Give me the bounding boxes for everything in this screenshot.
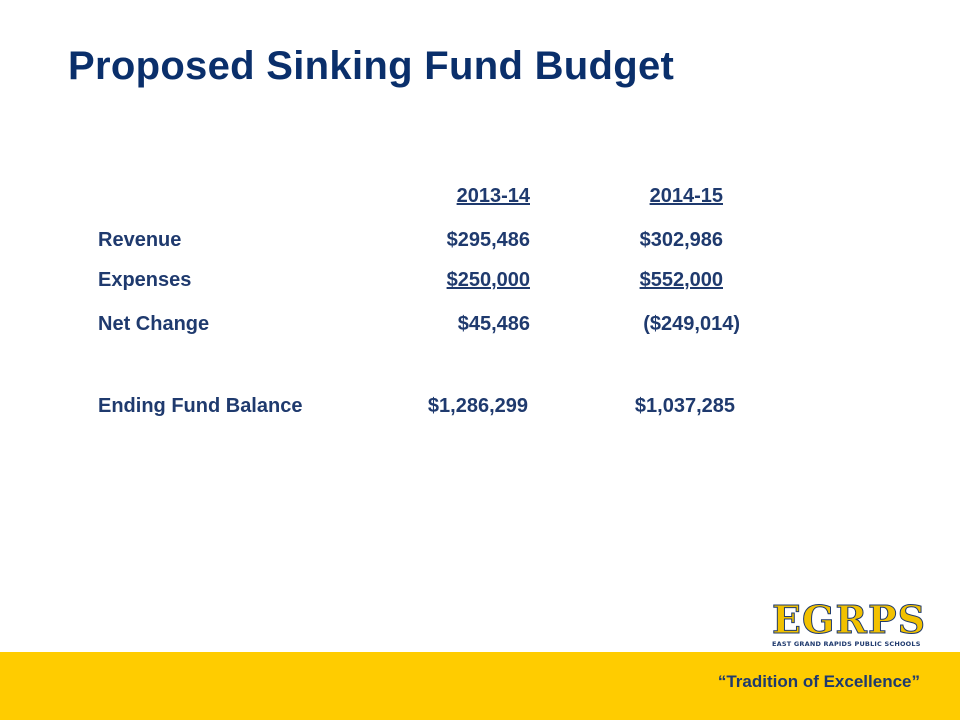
slide-title: Proposed Sinking Fund Budget (68, 44, 675, 88)
net-change-2013-14: $45,486 (457, 313, 530, 335)
egrps-logo (772, 597, 927, 648)
footer-tagline: “Tradition of Excellence” (717, 672, 920, 691)
row-label-net-change: Net Change (98, 313, 210, 335)
row-label-revenue: Revenue (98, 229, 182, 251)
logo-subtitle: EAST GRAND RAPIDS PUBLIC SCHOOLS (772, 640, 921, 648)
column-header-2013-14: 2013-14 (456, 185, 530, 207)
ending-balance-2013-14: $1,286,299 (427, 395, 528, 417)
footer-bar (0, 652, 960, 720)
expenses-2014-15: $552,000 (639, 269, 723, 291)
ending-balance-2014-15: $1,037,285 (634, 395, 735, 417)
row-label-ending-fund-balance: Ending Fund Balance (98, 395, 303, 417)
revenue-2013-14: $295,486 (446, 229, 530, 251)
logo-text: EGRPS (772, 597, 927, 642)
net-change-2014-15: ($249,014) (643, 313, 740, 335)
revenue-2014-15: $302,986 (639, 229, 723, 251)
expenses-2013-14: $250,000 (446, 269, 530, 291)
column-header-2014-15: 2014-15 (649, 185, 723, 207)
row-label-expenses: Expenses (98, 269, 192, 291)
